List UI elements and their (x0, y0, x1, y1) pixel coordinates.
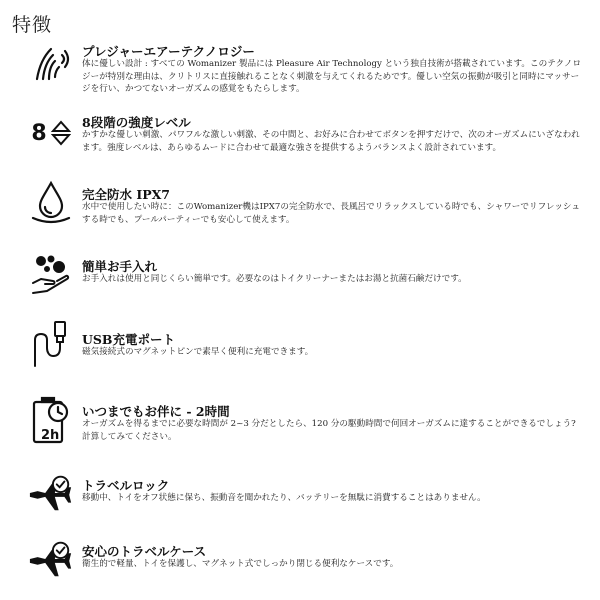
airplane-check-icon (28, 536, 74, 582)
airplane-check-icon (28, 470, 74, 516)
feature-title: いつまでもお伴に - 2時間 (82, 404, 230, 419)
water-drop-icon (28, 180, 74, 226)
feature-description: 体に優しい設計 : すべての Womanizer 製品には Pleasure Air Technology という独自技術が搭載されています。このテクノロジーが特別な理由は、クリトリスに直接触れることなく刺激を与えてくれるためです。優しい空気の振動が吸引と同時にマッサージを行い、かつてないオーガズムの感覚をもたらします。 (82, 59, 582, 94)
feature-title: 簡単お手入れ (82, 259, 158, 274)
feature-title: プレジャーエアーテクノロジー (82, 44, 255, 59)
feature-description: 衛生的で軽量、トイを保護し、マグネット式でしっかり閉じる便利なケースです。 (82, 559, 399, 569)
feature-title: 8段階の強度レベル (82, 115, 191, 130)
battery-hours-label: 2h (41, 428, 60, 443)
feature-description: オーガズムを得るまでに必要な時間が 2~3 分だとしたら、120 分の駆動時間で何回オーガズムに達することができるでしょう? 計算してみてください。 (82, 419, 576, 442)
battery-timer-icon (28, 398, 74, 444)
feature-description: 水中で使用したい時に：このWomanizer機はIPX7の完全防水で、長風呂でリラックスしている時でも、シャワーでリフレッシュする時でも、プールパーティーでも安心して使えます。 (82, 202, 580, 225)
feature-description: 磁気接続式のマグネットピンで素早く便利に充電できます。 (82, 347, 314, 357)
feature-description: お手入れは使用と同じくらい簡単です。必要なのはトイクリーナーまたはお湯と抗菌石鹸だけです。 (82, 274, 467, 284)
washing-hands-icon (28, 252, 74, 298)
feature-description: 移動中、トイをオフ状態に保ち、振動音を聞かれたり、バッテリーを無駄に消費することはありません。 (82, 493, 486, 503)
intensity-levels-icon (28, 110, 74, 156)
feature-title: トラベルロック (82, 478, 170, 493)
feature-description: かすかな優しい刺激、パワフルな激しい刺激、その中間と、お好みに合わせてボタンを押すだけで、次のオーガズムにいざなわれます。強度レベルは、あらゆるムードに合わせて最適な強さを提供するようバランスよく設計されています。 (82, 130, 580, 153)
intensity-number: 8 (31, 120, 47, 146)
feature-title: USB充電ポート (82, 332, 175, 347)
usb-cable-icon (28, 322, 74, 368)
sound-wave-hand-icon (28, 40, 74, 86)
page-title: 特徴 (12, 14, 53, 36)
feature-title: 完全防水 IPX7 (82, 187, 170, 202)
feature-title: 安心のトラベルケース (82, 544, 207, 559)
